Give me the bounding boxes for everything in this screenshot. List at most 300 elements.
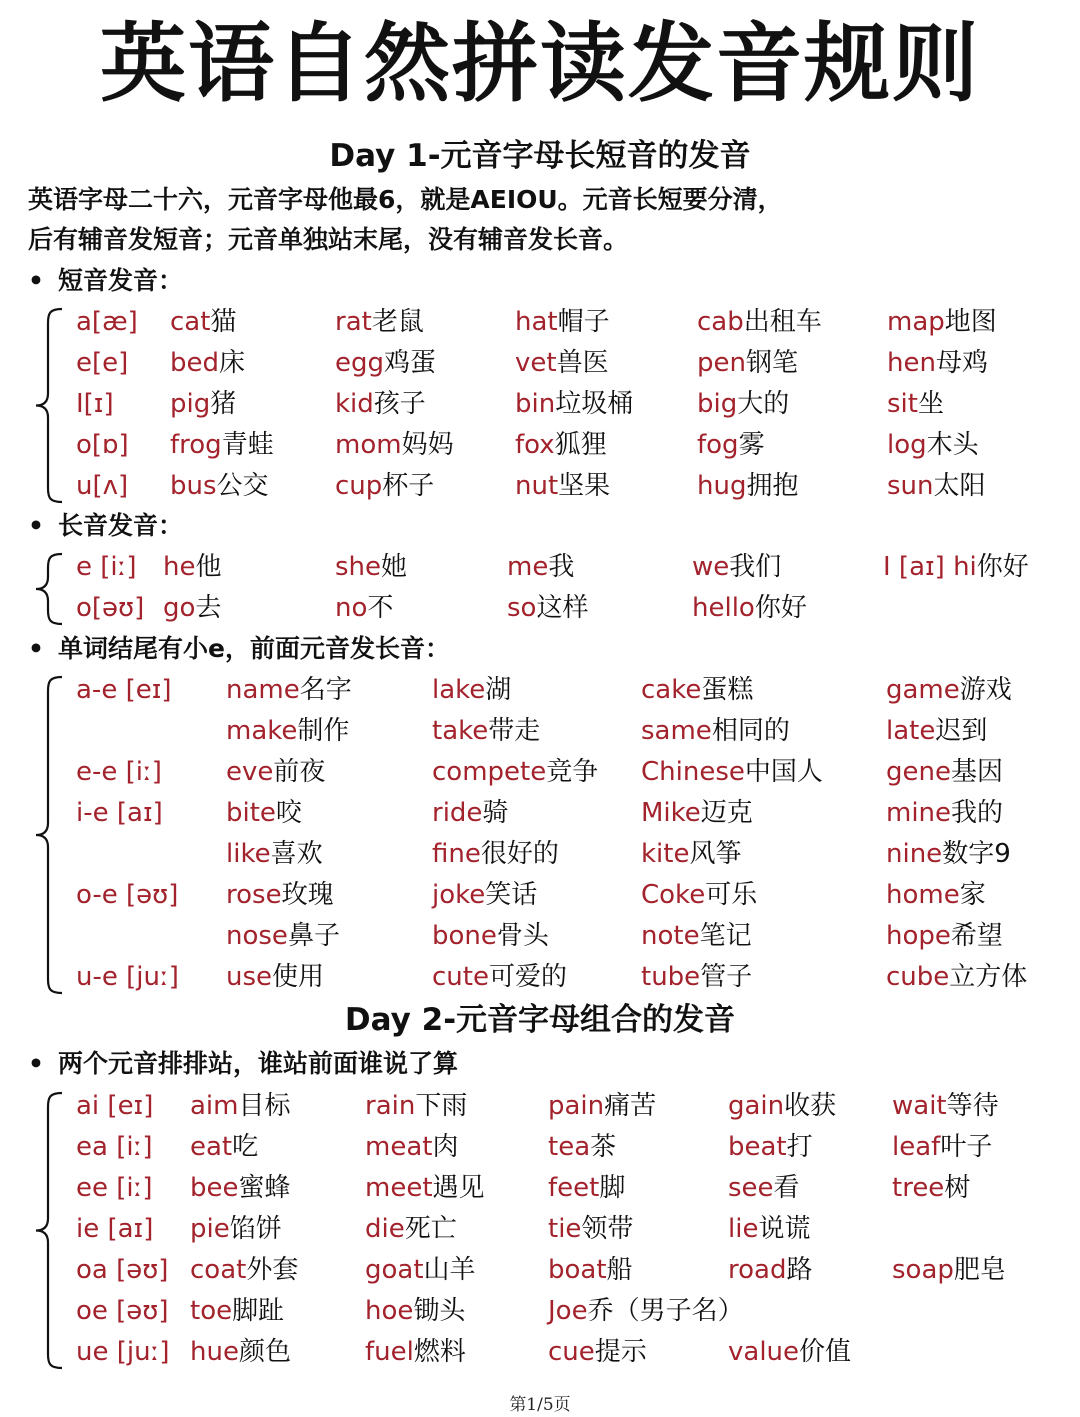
chinese-meaning: 制作	[297, 716, 350, 746]
chinese-meaning: 乔（男子名）	[587, 1296, 744, 1326]
word-entry	[886, 958, 1027, 996]
chinese-meaning: 痛苦	[604, 1091, 657, 1121]
chinese-meaning: 叶子	[940, 1132, 993, 1162]
word-entry	[548, 1333, 647, 1371]
word-entry	[226, 753, 325, 791]
english-word: Mike	[641, 798, 701, 828]
word-entry	[170, 426, 274, 464]
word-entry	[548, 1292, 744, 1330]
english-word: meet	[365, 1173, 433, 1203]
phonics-pattern: a-e [eɪ]	[76, 675, 172, 705]
phonics-pattern: u-e [juː]	[76, 962, 179, 992]
chinese-meaning: 帽子	[557, 307, 610, 337]
chinese-meaning: 狐狸	[554, 430, 607, 460]
english-word: so	[507, 593, 537, 623]
word-entry	[365, 1087, 467, 1125]
table-row	[0, 548, 1080, 588]
chinese-meaning: 游戏	[959, 675, 1012, 705]
word-entry	[887, 467, 986, 505]
word-entry	[170, 467, 269, 505]
phonics-pattern: ee [iː]	[76, 1173, 153, 1203]
table-row	[0, 1292, 1080, 1332]
word-entry	[728, 1128, 813, 1166]
word-entry	[515, 467, 610, 505]
english-word: eat	[190, 1132, 233, 1162]
english-word: we	[692, 552, 730, 582]
chinese-meaning: 收获	[784, 1091, 837, 1121]
chinese-meaning: 数字9	[942, 839, 1011, 869]
english-word: hue	[190, 1337, 239, 1367]
chinese-meaning: 笔记	[699, 921, 752, 951]
english-word: take	[432, 716, 489, 746]
english-word: beat	[728, 1132, 787, 1162]
english-word: fuel	[365, 1337, 414, 1367]
chinese-meaning: 提示	[594, 1337, 647, 1367]
english-word: nut	[515, 471, 559, 501]
page-title: 英语自然拼读发音规则	[100, 14, 980, 114]
short-vowel-heading: • 短音发音：	[28, 263, 183, 299]
chinese-meaning: 看	[773, 1173, 800, 1203]
word-entry	[892, 1087, 999, 1125]
english-word: bite	[226, 798, 276, 828]
english-word: cat	[170, 307, 211, 337]
phonics-pattern: e-e [iː]	[76, 757, 162, 787]
chinese-meaning: 管子	[700, 962, 753, 992]
chinese-meaning: 我们	[729, 552, 782, 582]
word-entry	[432, 753, 598, 791]
chinese-meaning: 迈克	[700, 798, 753, 828]
chinese-meaning: 使用	[272, 962, 325, 992]
word-entry	[515, 344, 609, 382]
chinese-meaning: 床	[219, 348, 246, 378]
english-word: meat	[365, 1132, 433, 1162]
english-word: cab	[697, 307, 744, 337]
english-word: die	[365, 1214, 405, 1244]
word-entry	[641, 958, 752, 996]
word-entry	[886, 712, 987, 750]
phonics-pattern: o-e [əʊ]	[76, 880, 179, 910]
english-word: make	[226, 716, 298, 746]
word-entry	[335, 548, 407, 586]
english-word: pig	[170, 389, 211, 419]
chinese-meaning: 前夜	[273, 757, 326, 787]
word-entry	[335, 385, 426, 423]
table-row	[0, 876, 1080, 916]
english-word: eve	[226, 757, 274, 787]
word-entry	[365, 1333, 466, 1371]
word-entry	[365, 1292, 465, 1330]
english-word: big	[697, 389, 738, 419]
word-entry	[163, 589, 221, 627]
word-entry	[697, 426, 765, 464]
word-entry	[335, 344, 436, 382]
english-word: rain	[365, 1091, 416, 1121]
chinese-meaning: 外套	[246, 1255, 299, 1285]
word-entry	[515, 385, 633, 423]
english-word: soap	[892, 1255, 954, 1285]
chinese-meaning: 湖	[485, 675, 512, 705]
chinese-meaning: 妈妈	[401, 430, 454, 460]
english-word: toe	[190, 1296, 233, 1326]
chinese-meaning: 不	[367, 593, 394, 623]
chinese-meaning: 脚	[599, 1173, 626, 1203]
word-entry	[728, 1087, 836, 1125]
phonics-pattern: I [aɪ]	[883, 552, 954, 582]
word-entry	[190, 1292, 284, 1330]
english-word: leaf	[892, 1132, 941, 1162]
english-word: she	[335, 552, 382, 582]
phonics-pattern: o[ɒ]	[76, 430, 129, 460]
chinese-meaning: 他	[195, 552, 222, 582]
word-entry	[641, 671, 753, 709]
table-row	[0, 753, 1080, 793]
english-word: hen	[887, 348, 936, 378]
vowel-pairs-heading: • 两个元音排排站，谁站前面谁说了算	[28, 1046, 458, 1082]
chinese-meaning: 中国人	[744, 757, 823, 787]
word-entry	[728, 1169, 800, 1207]
english-word: fox	[515, 430, 555, 460]
english-word: kite	[641, 839, 690, 869]
english-word: mom	[335, 430, 402, 460]
word-entry	[432, 876, 537, 914]
word-entry	[365, 1169, 485, 1207]
english-word: same	[641, 716, 712, 746]
word-entry	[886, 671, 1012, 709]
chinese-meaning: 猪	[210, 389, 237, 419]
chinese-meaning: 蜜蜂	[238, 1173, 291, 1203]
chinese-meaning: 目标	[238, 1091, 291, 1121]
chinese-meaning: 树	[944, 1173, 971, 1203]
chinese-meaning: 茶	[590, 1132, 617, 1162]
word-entry	[515, 426, 607, 464]
phonics-pattern: i-e [aɪ]	[76, 798, 163, 828]
word-entry	[886, 876, 986, 914]
word-entry	[887, 344, 988, 382]
word-entry	[548, 1087, 656, 1125]
chinese-meaning: 你好	[976, 552, 1029, 582]
day2-title: Day 2-元音字母组合的发音	[344, 1002, 736, 1038]
word-entry	[641, 835, 742, 873]
english-word: game	[886, 675, 960, 705]
word-entry	[883, 548, 1029, 586]
chinese-meaning: 等待	[946, 1091, 999, 1121]
chinese-meaning: 颜色	[238, 1337, 291, 1367]
chinese-meaning: 希望	[950, 921, 1003, 951]
word-entry	[641, 794, 753, 832]
table-row	[0, 712, 1080, 752]
english-word: ride	[432, 798, 483, 828]
chinese-meaning: 迟到	[935, 716, 988, 746]
chinese-meaning: 竞争	[546, 757, 599, 787]
english-word: rose	[226, 880, 282, 910]
word-entry	[226, 958, 324, 996]
day1-intro-line-2: 后有辅音发短音；元音单独站末尾，没有辅音发长音。	[28, 225, 629, 254]
phonics-pattern: u[ʌ]	[76, 471, 129, 501]
table-row	[0, 385, 1080, 425]
english-word: Joe	[548, 1296, 588, 1326]
chinese-meaning: 雾	[738, 430, 765, 460]
word-entry	[641, 753, 823, 791]
chinese-meaning: 垃圾桶	[555, 389, 634, 419]
chinese-meaning: 肉	[432, 1132, 459, 1162]
word-entry	[432, 712, 540, 750]
chinese-meaning: 风筝	[689, 839, 742, 869]
english-word: nose	[226, 921, 288, 951]
page-number: 第1/5页	[509, 1395, 571, 1415]
english-word: fog	[697, 430, 739, 460]
chinese-meaning: 地图	[944, 307, 997, 337]
chinese-meaning: 这样	[536, 593, 589, 623]
english-word: wait	[892, 1091, 947, 1121]
english-word: value	[728, 1337, 800, 1367]
english-word: map	[887, 307, 945, 337]
word-entry	[170, 344, 245, 382]
chinese-meaning: 公交	[216, 471, 269, 501]
chinese-meaning: 基因	[950, 757, 1003, 787]
chinese-meaning: 吃	[232, 1132, 259, 1162]
word-entry	[887, 303, 997, 341]
table-row	[0, 1210, 1080, 1250]
chinese-meaning: 锄头	[413, 1296, 466, 1326]
english-word: tea	[548, 1132, 591, 1162]
chinese-meaning: 骑	[482, 798, 509, 828]
chinese-meaning: 蛋糕	[701, 675, 754, 705]
chinese-meaning: 遇见	[432, 1173, 485, 1203]
chinese-meaning: 喜欢	[270, 839, 323, 869]
word-entry	[548, 1251, 633, 1289]
chinese-meaning: 太阳	[933, 471, 986, 501]
english-word: road	[728, 1255, 787, 1285]
phonics-pattern: a[æ]	[76, 307, 138, 337]
english-word: late	[886, 716, 936, 746]
english-word: sun	[887, 471, 934, 501]
chinese-meaning: 可爱的	[488, 962, 567, 992]
english-word: mine	[886, 798, 952, 828]
chinese-meaning: 坚果	[558, 471, 611, 501]
english-word: no	[335, 593, 368, 623]
word-entry	[515, 303, 610, 341]
word-entry	[163, 548, 222, 586]
chinese-meaning: 名字	[299, 675, 352, 705]
word-entry	[728, 1251, 812, 1289]
english-word: note	[641, 921, 700, 951]
chinese-meaning: 死亡	[404, 1214, 457, 1244]
chinese-meaning: 骨头	[496, 921, 549, 951]
phonics-pattern: ue [juː]	[76, 1337, 170, 1367]
chinese-meaning: 坐	[917, 389, 944, 419]
english-word: bone	[432, 921, 497, 951]
word-entry	[190, 1210, 282, 1248]
word-entry	[190, 1333, 291, 1371]
english-word: cute	[432, 962, 489, 992]
english-word: tube	[641, 962, 701, 992]
english-word: goat	[365, 1255, 424, 1285]
chinese-meaning: 拥抱	[746, 471, 799, 501]
chinese-meaning: 鸡蛋	[384, 348, 437, 378]
word-entry	[335, 426, 454, 464]
chinese-meaning: 猫	[210, 307, 237, 337]
word-entry	[432, 671, 511, 709]
chinese-meaning: 领带	[581, 1214, 634, 1244]
word-entry	[432, 794, 508, 832]
phonics-pattern: e[e]	[76, 348, 129, 378]
chinese-meaning: 可乐	[705, 880, 758, 910]
chinese-meaning: 母鸡	[935, 348, 988, 378]
word-entry	[641, 917, 752, 955]
phonics-pattern: oe [əʊ]	[76, 1296, 169, 1326]
english-word: feet	[548, 1173, 600, 1203]
english-word: cake	[641, 675, 702, 705]
english-word: nine	[886, 839, 943, 869]
chinese-meaning: 打	[786, 1132, 813, 1162]
chinese-meaning: 肥皂	[953, 1255, 1006, 1285]
table-row	[0, 303, 1080, 343]
table-row	[0, 1251, 1080, 1291]
chinese-meaning: 价值	[799, 1337, 852, 1367]
word-entry	[432, 917, 549, 955]
word-entry	[226, 876, 334, 914]
table-row	[0, 917, 1080, 957]
english-word: use	[226, 962, 273, 992]
chinese-meaning: 兽医	[556, 348, 609, 378]
word-entry	[170, 303, 236, 341]
english-word: Chinese	[641, 757, 745, 787]
word-entry	[641, 876, 757, 914]
english-word: tree	[892, 1173, 945, 1203]
word-entry	[335, 303, 424, 341]
word-entry	[226, 917, 340, 955]
english-word: bed	[170, 348, 220, 378]
word-entry	[697, 303, 822, 341]
word-entry	[697, 344, 798, 382]
chinese-meaning: 出租车	[743, 307, 822, 337]
english-word: like	[226, 839, 271, 869]
word-entry	[335, 589, 393, 627]
word-entry	[190, 1169, 291, 1207]
word-entry	[697, 467, 798, 505]
long-vowel-heading: • 长音发音：	[28, 508, 183, 544]
english-word: gene	[886, 757, 951, 787]
word-entry	[892, 1251, 1006, 1289]
chinese-meaning: 下雨	[415, 1091, 468, 1121]
magic-e-heading: • 单词结尾有小e，前面元音发长音：	[28, 631, 450, 667]
english-word: bee	[190, 1173, 239, 1203]
chinese-meaning: 带走	[488, 716, 541, 746]
english-word: aim	[190, 1091, 239, 1121]
phonics-pattern: ie [aɪ]	[76, 1214, 154, 1244]
word-entry	[697, 385, 789, 423]
word-entry	[548, 1128, 616, 1166]
english-word: log	[887, 430, 927, 460]
chinese-meaning: 燃料	[413, 1337, 466, 1367]
english-word: joke	[432, 880, 486, 910]
english-word: hi	[953, 552, 977, 582]
english-word: cue	[548, 1337, 595, 1367]
chinese-meaning: 钢笔	[745, 348, 798, 378]
word-entry	[887, 426, 979, 464]
english-word: see	[728, 1173, 774, 1203]
chinese-meaning: 相同的	[711, 716, 790, 746]
english-word: hope	[886, 921, 951, 951]
chinese-meaning: 木头	[926, 430, 979, 460]
english-word: bin	[515, 389, 556, 419]
english-word: rat	[335, 307, 372, 337]
chinese-meaning: 立方体	[949, 962, 1028, 992]
chinese-meaning: 我的	[951, 798, 1004, 828]
phonics-pattern: e [iː]	[76, 552, 137, 582]
word-entry	[335, 467, 434, 505]
phonics-pattern: ai [eɪ]	[76, 1091, 154, 1121]
english-word: he	[163, 552, 196, 582]
chinese-meaning: 青蛙	[221, 430, 274, 460]
word-entry	[190, 1087, 291, 1125]
phonics-pattern: I[ɪ]	[76, 389, 114, 419]
english-word: cup	[335, 471, 383, 501]
english-word: kid	[335, 389, 374, 419]
english-word: cube	[886, 962, 950, 992]
word-entry	[365, 1128, 458, 1166]
bullet-icon: •	[28, 266, 44, 295]
english-word: lie	[728, 1214, 759, 1244]
day1-title: Day 1-元音字母长短音的发音	[329, 138, 751, 174]
english-word: bus	[170, 471, 217, 501]
table-row	[0, 1169, 1080, 1209]
chinese-meaning: 去	[195, 593, 222, 623]
english-word: hoe	[365, 1296, 414, 1326]
english-word: Coke	[641, 880, 706, 910]
chinese-meaning: 很好的	[480, 839, 559, 869]
table-row	[0, 671, 1080, 711]
phonics-pattern: ea [iː]	[76, 1132, 153, 1162]
english-word: sit	[887, 389, 918, 419]
word-entry	[170, 385, 236, 423]
chinese-meaning: 孩子	[373, 389, 426, 419]
word-entry	[892, 1169, 970, 1207]
word-entry	[226, 712, 349, 750]
word-entry	[692, 548, 781, 586]
word-entry	[886, 794, 1003, 832]
chinese-meaning: 笑话	[485, 880, 538, 910]
day1-intro-line-1: 英语字母二十六，元音字母他最6，就是AEIOU。元音长短要分清，	[28, 185, 783, 214]
word-entry	[226, 794, 302, 832]
chinese-meaning: 说谎	[758, 1214, 811, 1244]
phonics-pattern: o[əʊ]	[76, 593, 145, 623]
word-entry	[641, 712, 790, 750]
word-entry	[728, 1333, 851, 1371]
chinese-meaning: 大的	[737, 389, 790, 419]
english-word: hat	[515, 307, 558, 337]
word-entry	[226, 835, 323, 873]
english-word: go	[163, 593, 196, 623]
table-row	[0, 1333, 1080, 1373]
table-row	[0, 835, 1080, 875]
english-word: name	[226, 675, 300, 705]
chinese-meaning: 山羊	[423, 1255, 476, 1285]
word-entry	[886, 753, 1003, 791]
table-row	[0, 589, 1080, 629]
english-word: fine	[432, 839, 481, 869]
english-word: egg	[335, 348, 385, 378]
chinese-meaning: 杯子	[382, 471, 435, 501]
bullet-icon: •	[28, 634, 44, 663]
table-row	[0, 958, 1080, 998]
phonics-pattern: oa [əʊ]	[76, 1255, 169, 1285]
word-entry	[692, 589, 807, 627]
word-entry	[365, 1251, 476, 1289]
word-entry	[226, 671, 352, 709]
chinese-meaning: 老鼠	[371, 307, 424, 337]
english-word: tie	[548, 1214, 582, 1244]
